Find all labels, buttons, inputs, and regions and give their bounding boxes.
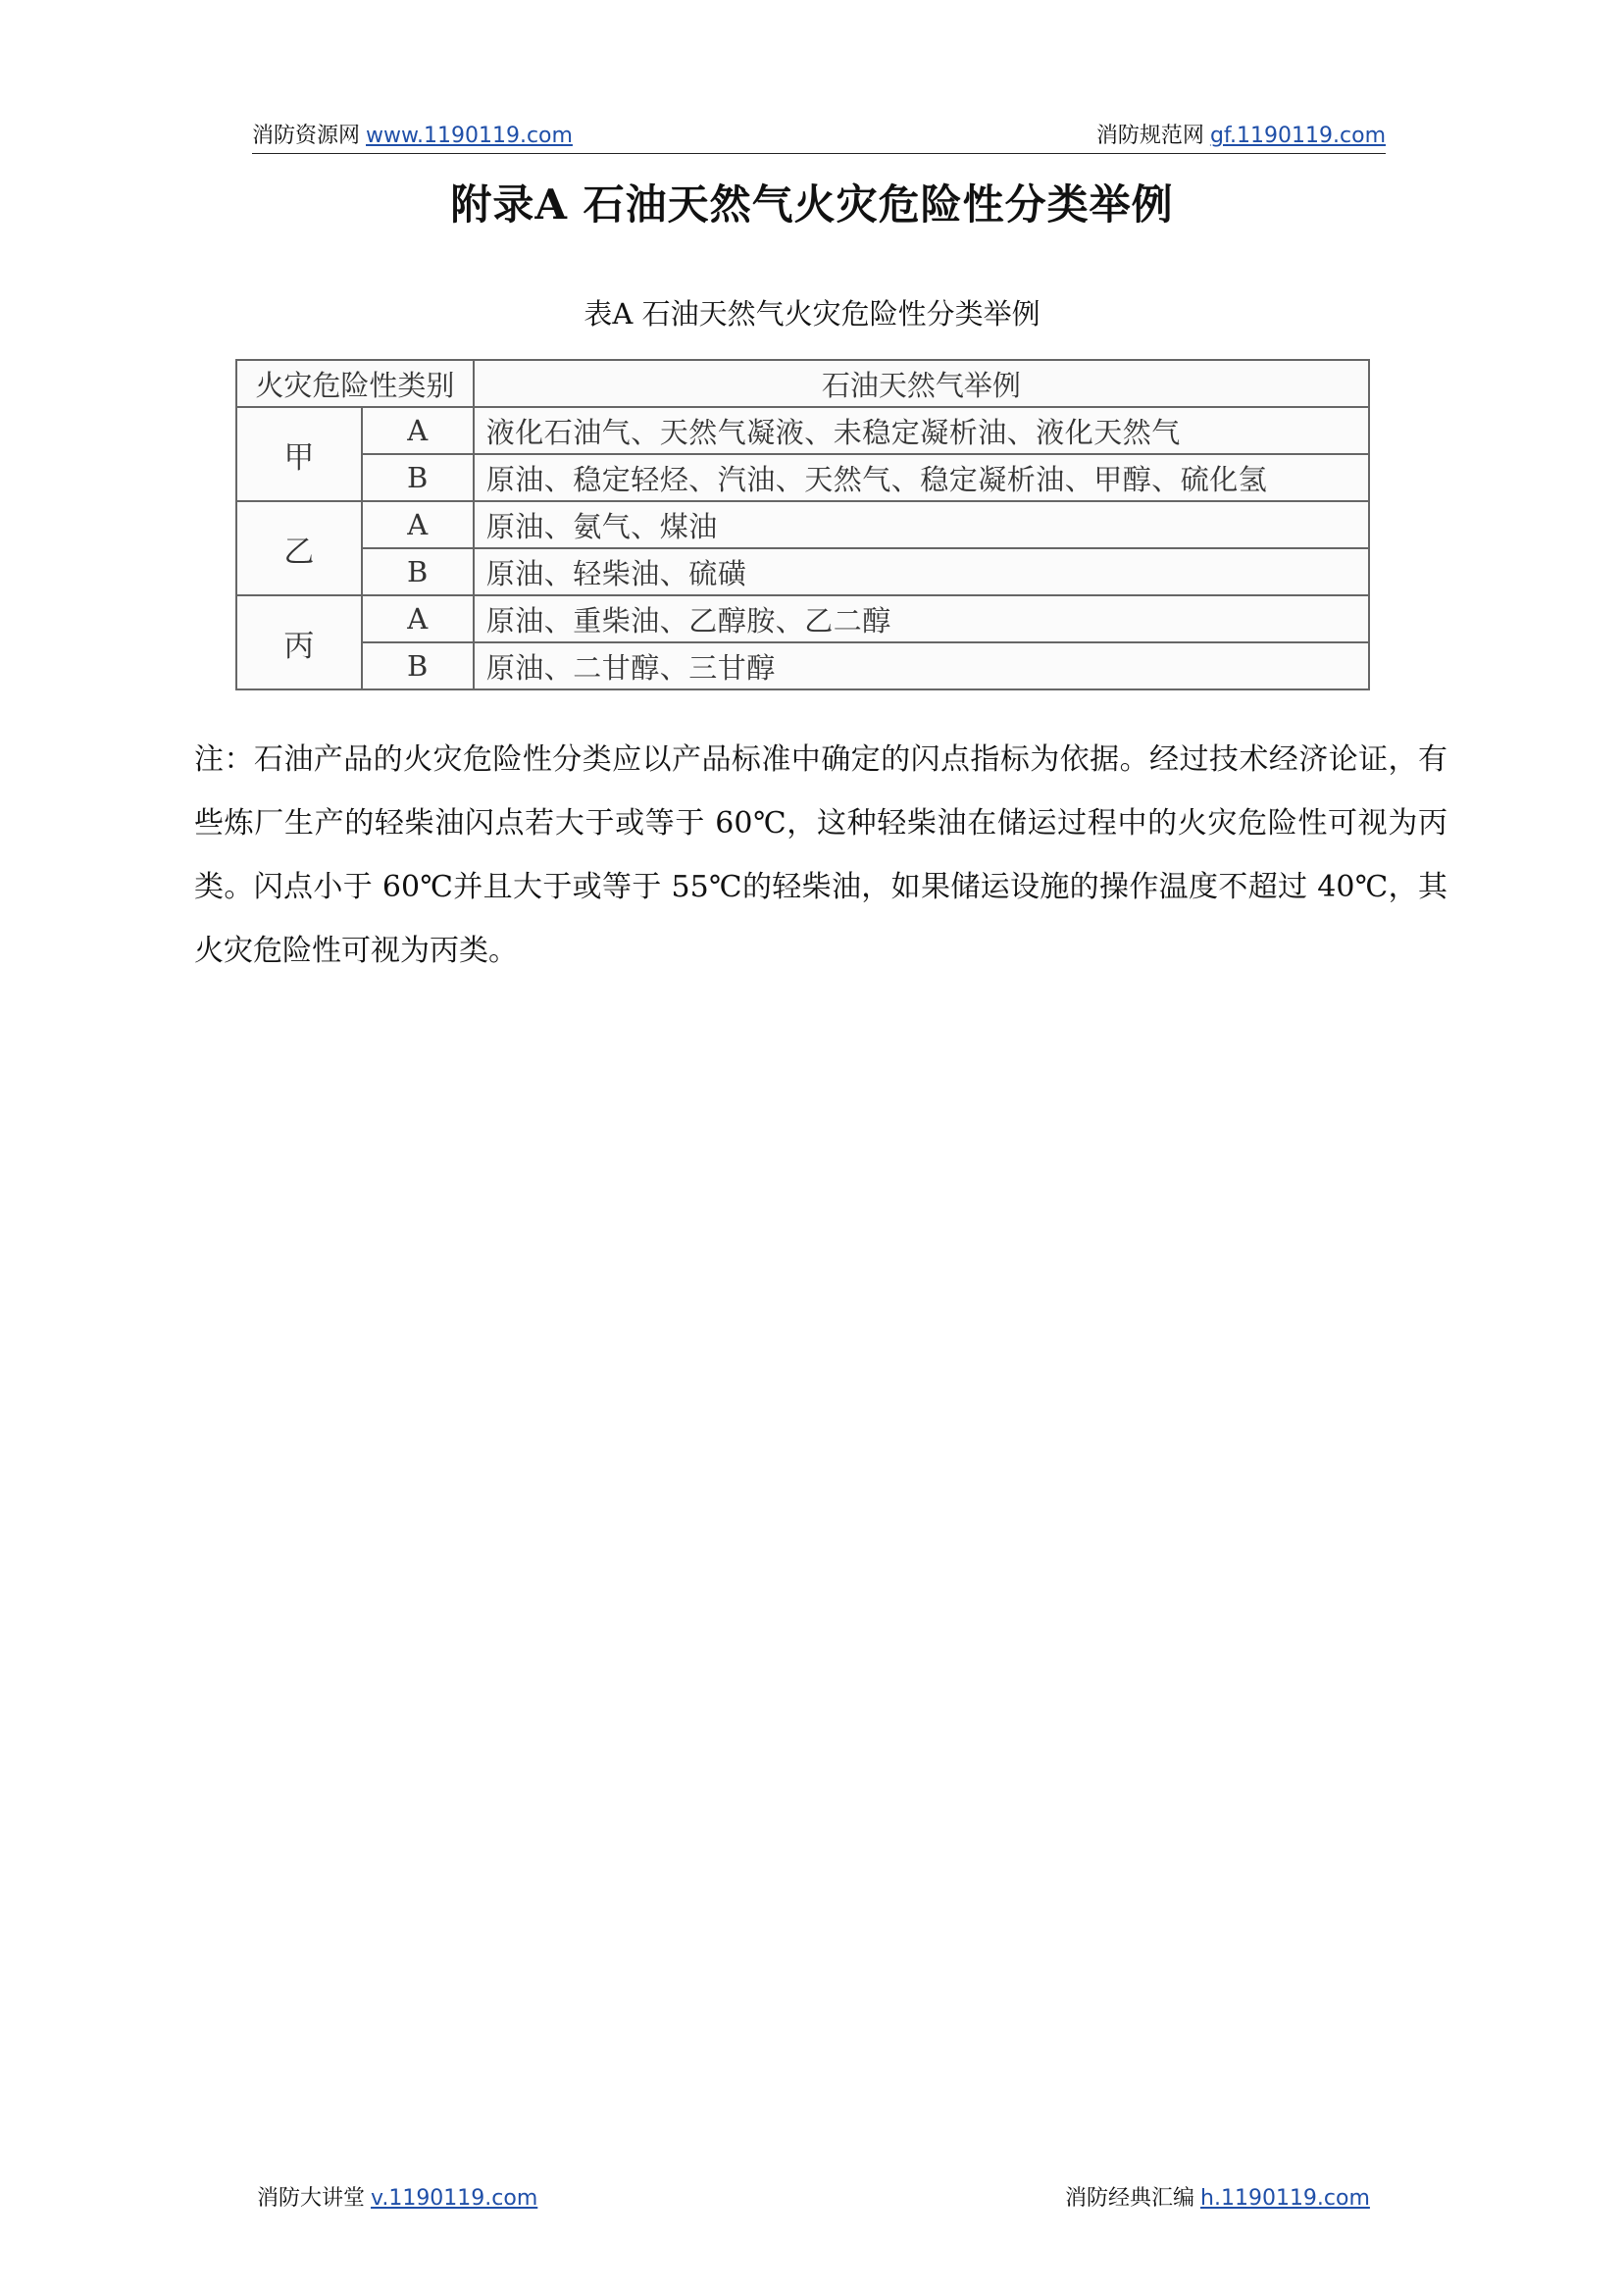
subclass-cell: A (362, 501, 474, 548)
header-left-link[interactable]: www.1190119.com (366, 124, 573, 148)
header-category: 火灾危险性类别 (236, 360, 474, 407)
table-row (236, 595, 1369, 642)
example-cell: 原油、重柴油、乙醇胺、乙二醇 (474, 595, 1369, 642)
example-cell: 原油、二甘醇、三甘醇 (474, 642, 1369, 689)
header-examples: 石油天然气举例 (474, 360, 1369, 407)
footer-right (1065, 2181, 1370, 2212)
subclass-cell: A (362, 407, 474, 454)
class-cell: 丙 (236, 595, 362, 689)
footer-left-link[interactable]: v.1190119.com (371, 2186, 538, 2211)
table-row (236, 548, 1369, 595)
example-cell: 原油、氨气、煤油 (474, 501, 1369, 548)
page-title: 附录A 石油天然气火灾危险性分类举例 (450, 180, 1174, 229)
classification-table (235, 359, 1370, 690)
header-right-link[interactable]: gf.1190119.com (1209, 124, 1386, 148)
example-cell: 原油、稳定轻烃、汽油、天然气、稳定凝析油、甲醇、硫化氢 (474, 454, 1369, 501)
header-right (1096, 119, 1386, 149)
example-cell: 原油、轻柴油、硫磺 (474, 548, 1369, 595)
table-caption: 表A 石油天然气火灾危险性分类举例 (584, 297, 1040, 331)
table-row (236, 501, 1369, 548)
note-paragraph: 注：石油产品的火灾危险性分类应以产品标准中确定的闪点指标为依据。经过技术经济论证，有些炼厂生产的轻柴油闪点若大于或等于 60℃，这种轻柴油在储运过程中的火灾危险性可视为丙类。闪点小于 60℃并且大于或等于 55℃的轻柴油，如果储运设施的操作温度不超过 40℃，其火灾危险性可视为丙类。 (194, 742, 1447, 968)
table-row (236, 642, 1369, 689)
class-cell: 乙 (236, 501, 362, 595)
class-cell: 甲 (236, 407, 362, 501)
footer-left-label: 消防大讲堂 (257, 2186, 366, 2211)
subclass-cell: B (362, 454, 474, 501)
header-left-label: 消防资源网 (252, 124, 361, 148)
table-row (236, 407, 1369, 454)
table-row (236, 454, 1369, 501)
header-left (252, 119, 573, 149)
subclass-cell: B (362, 548, 474, 595)
example-cell: 液化石油气、天然气凝液、未稳定凝析油、液化天然气 (474, 407, 1369, 454)
subclass-cell: A (362, 595, 474, 642)
footer-right-label: 消防经典汇编 (1065, 2186, 1195, 2211)
header-right-label: 消防规范网 (1095, 124, 1204, 148)
table-header-row (236, 360, 1369, 407)
footer-left (257, 2181, 537, 2212)
subclass-cell: B (362, 642, 474, 689)
page-header (252, 120, 1386, 154)
footer-right-link[interactable]: h.1190119.com (1200, 2186, 1370, 2211)
